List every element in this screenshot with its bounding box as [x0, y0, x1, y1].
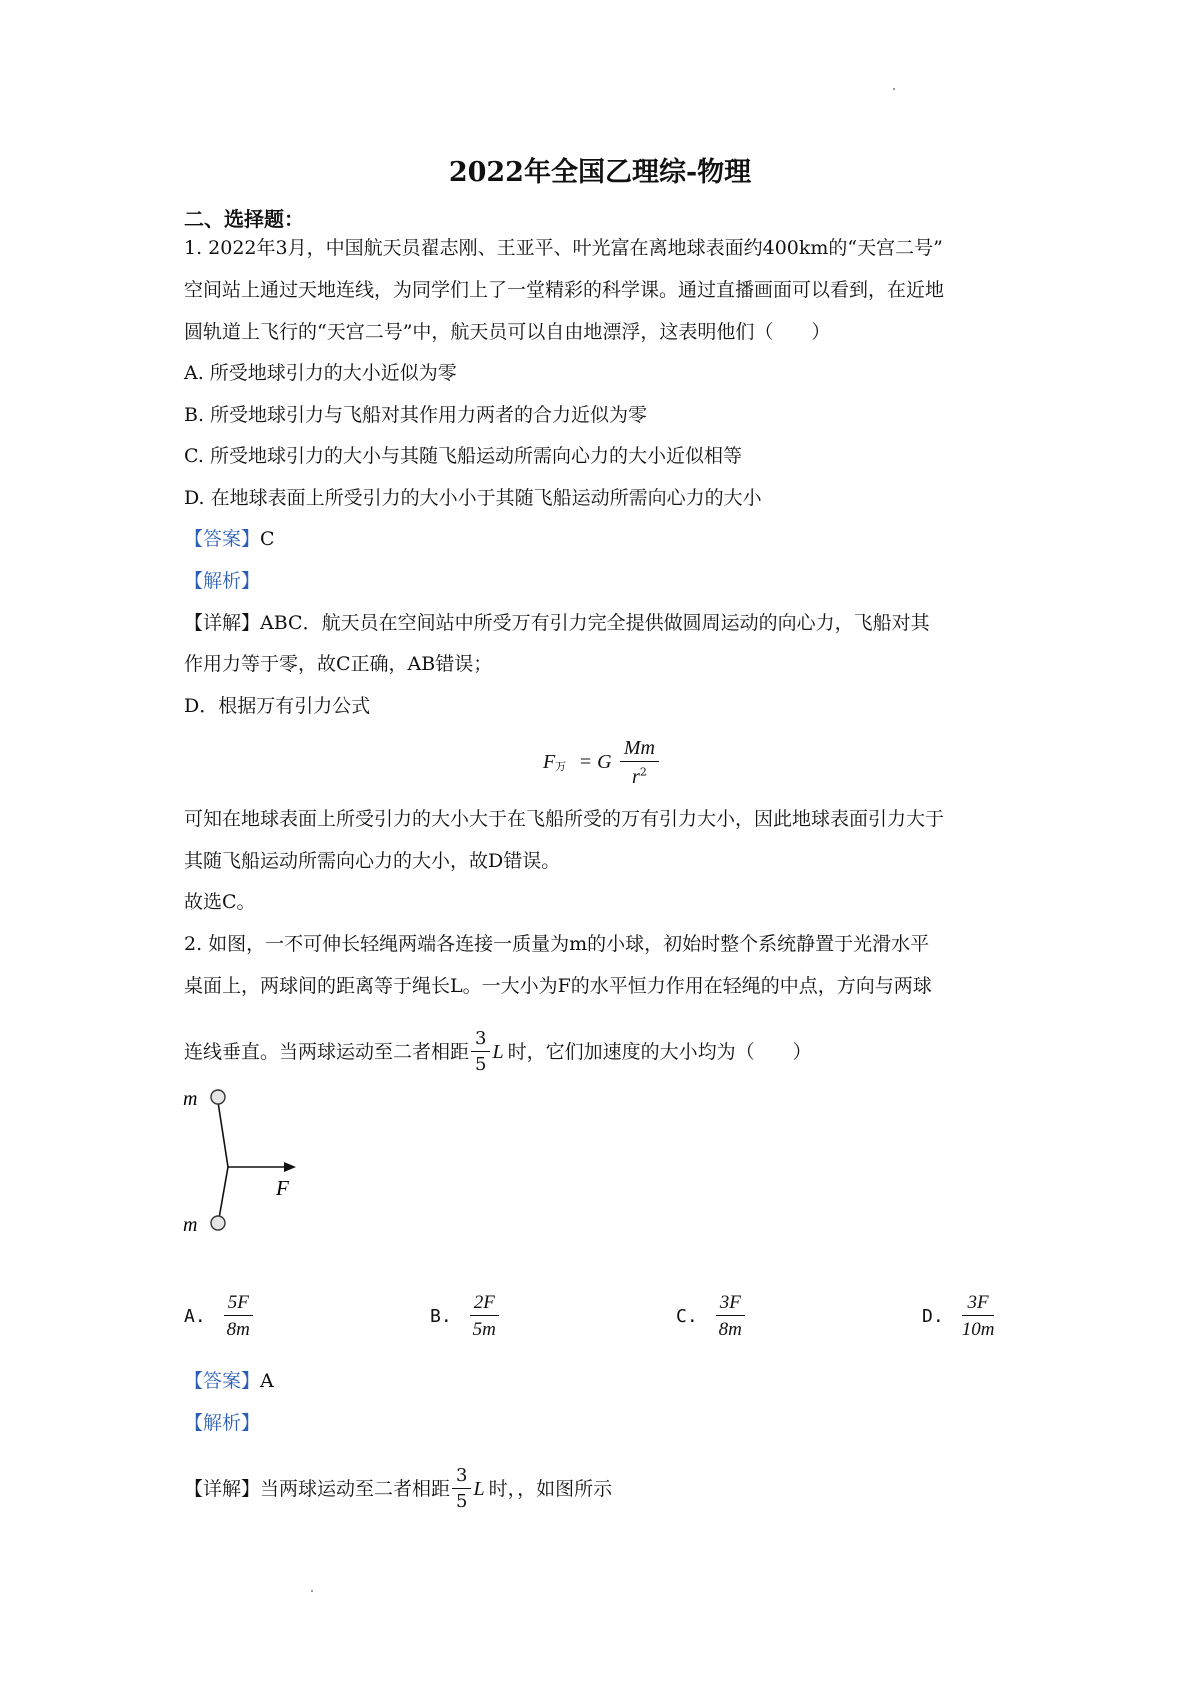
section-heading: 二、选择题：	[184, 207, 304, 231]
q1-option-d: D. 在地球表面上所受引力的大小小于其随飞船运动所需向心力的大小	[184, 487, 762, 509]
q1-after-line-2: 其随飞船运动所需向心力的大小，故D错误。	[184, 850, 561, 872]
formula-fraction	[620, 738, 659, 787]
page-title: 2022年全国乙理综-物理	[448, 157, 752, 188]
q2-analysis-tag: 【解析】	[184, 1412, 261, 1434]
q1-option-b: B. 所受地球引力与飞船对其作用力两者的合力近似为零	[184, 404, 648, 426]
force-arrow-head	[284, 1162, 296, 1172]
q2-line3-var: L	[492, 1041, 504, 1063]
scan-dot-bottom	[311, 1590, 313, 1592]
q1-stem-line-1: 1. 2022年3月，中国航天员翟志刚、王亚平、叶光富在离地球表面约400km的“天宫二号”	[184, 237, 943, 259]
q2-detail-fraction: $\frac{3}{5}$	[452, 1467, 471, 1511]
q2-answer-line	[184, 1370, 274, 1392]
q1-analysis-line	[184, 570, 260, 592]
q2-detail-line: 【详解】 当两球运动至二者相距 $\frac{3}{5}$ L 时，，如图所示	[184, 1465, 613, 1512]
q2-answer-value: A	[260, 1370, 274, 1392]
q2-analysis-line	[184, 1412, 260, 1434]
q2-option-a: A. $\frac{5F}{8m}$	[184, 1293, 253, 1339]
scan-dot-top	[893, 88, 895, 90]
two-ball-figure	[178, 1085, 308, 1245]
q2-stem-line-2: 桌面上，两球间的距离等于绳长L。一大小为F的水平恒力作用在轻绳的中点，方向与两球	[184, 975, 932, 997]
q1-after-line-1: 可知在地球表面上所受引力的大小大于在飞船所受的万有引力大小，因此地球表面引力大于	[184, 808, 945, 830]
q2-stem-line-1: 2. 如图，一不可伸长轻绳两端各连接一质量为m的小球，初始时整个系统静置于光滑水平	[184, 933, 930, 955]
formula-eq: = G	[578, 751, 612, 773]
q1-option-c: C. 所受地球引力的大小与其随飞船运动所需向心力的大小近似相等	[184, 445, 742, 467]
q1-analysis-tag: 【解析】	[184, 570, 261, 592]
label-mass-top: m	[183, 1088, 198, 1110]
q2-line3-text: 连线垂直。当两球运动至二者相距	[184, 1041, 470, 1063]
label-force: F	[276, 1176, 289, 1200]
formula-lhs: F	[543, 751, 556, 773]
q1-option-a: A. 所受地球引力的大小近似为零	[184, 362, 457, 384]
q2-option-c: C. $\frac{3F}{8m}$	[676, 1293, 745, 1339]
ball-top	[211, 1090, 225, 1104]
ball-bottom	[211, 1216, 225, 1230]
q1-after-line-3: 故选C。	[184, 891, 256, 913]
q1-stem-line-2: 空间站上通过天地连线，为同学们上了一堂精彩的科学课。通过直播画面可以看到，在近地	[184, 279, 945, 301]
q2-line3-post: 时，它们加速度的大小均为（ ）	[507, 1041, 812, 1063]
q1-answer-tag: 【答案】	[184, 528, 261, 550]
q1-detail-tag: 【详解】	[184, 612, 261, 634]
q2-option-b: B. $\frac{2F}{5m}$	[430, 1293, 499, 1339]
q2-stem-line-3	[184, 1030, 812, 1074]
formula-subscript: 万	[555, 760, 567, 773]
q2-answer-tag: 【答案】	[184, 1370, 261, 1392]
q1-detail-line-1	[184, 612, 930, 634]
q1-detail-line-2: 作用力等于零，故C正确，AB错误；	[184, 653, 493, 675]
q1-answer-value: C	[260, 528, 275, 550]
q1-stem-line-3: 圆轨道上飞行的“天宫二号”中，航天员可以自由地漂浮，这表明他们（ ）	[184, 321, 831, 343]
formula-denominator: $r^2$	[632, 765, 647, 788]
q2-stem-fraction: $\frac{3}{5}$	[471, 1030, 490, 1074]
label-mass-bottom: m	[183, 1214, 198, 1236]
gravitation-formula	[543, 738, 659, 787]
q1-detail-text-1: ABC．航天员在空间站中所受万有引力完全提供做圆周运动的向心力，飞船对其	[260, 612, 930, 634]
rope-upper	[218, 1102, 228, 1167]
q1-answer-line	[184, 528, 275, 550]
formula-numerator: Mm	[620, 738, 659, 762]
q2-option-d: D. $\frac{3F}{10m}$	[922, 1292, 995, 1340]
q1-detail-line-3: D．根据万有引力公式	[184, 695, 371, 717]
q2-detail-tag: 【详解】	[184, 1478, 261, 1500]
